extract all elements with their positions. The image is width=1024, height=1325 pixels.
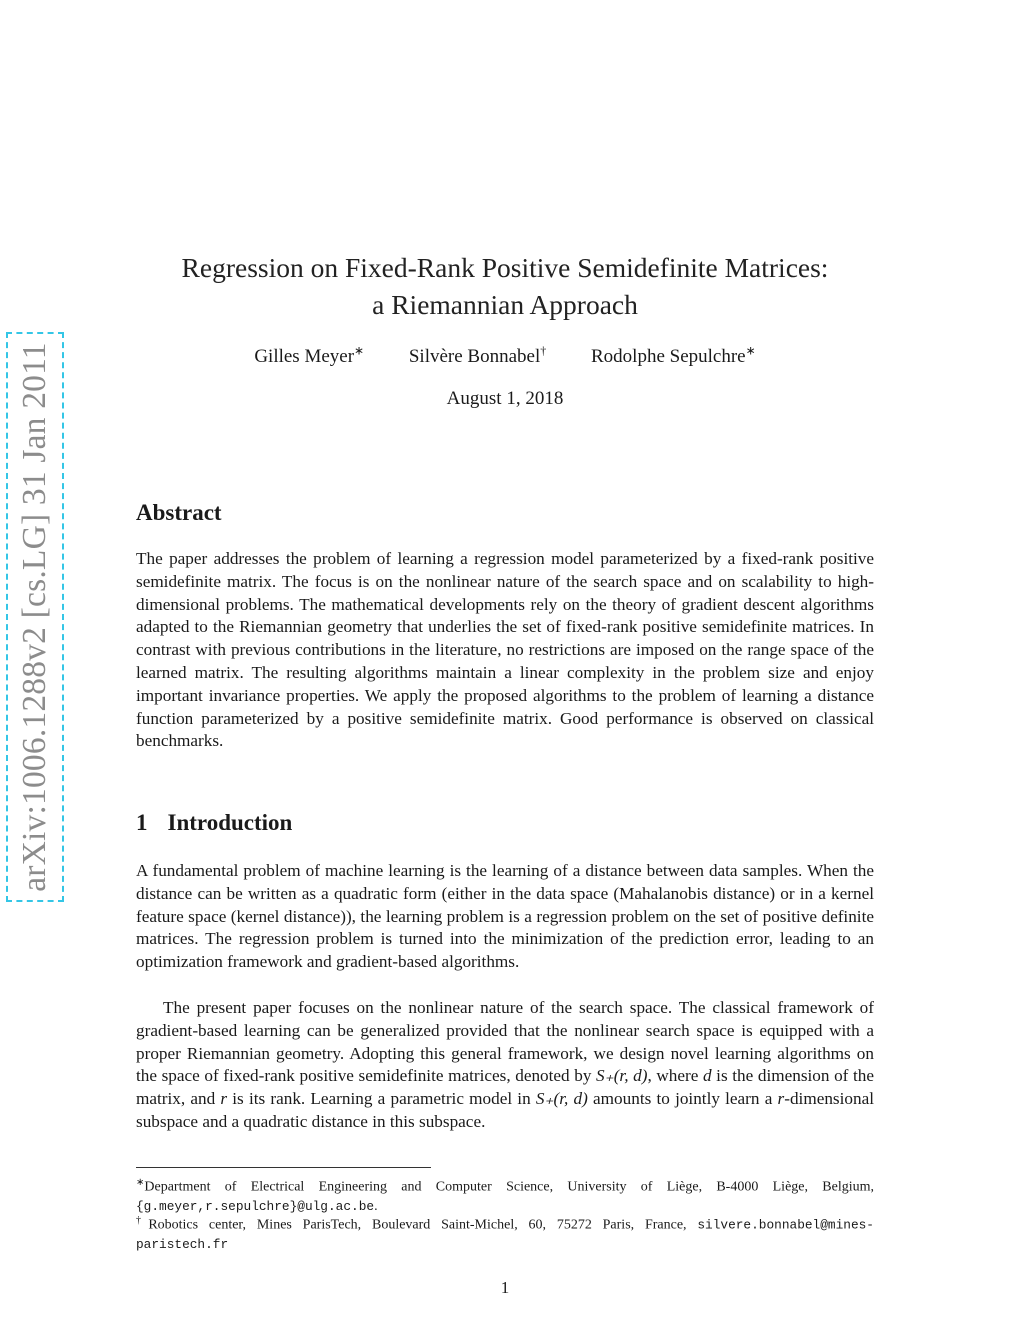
- affiliation-mark: ∗: [745, 344, 756, 358]
- footnote-email[interactable]: silvere.bonnabel@mines-paristech.fr: [136, 1217, 874, 1252]
- abstract-heading: Abstract: [136, 500, 222, 525]
- title-line-1: Regression on Fixed-Rank Positive Semidefinite Matrices:: [181, 252, 829, 283]
- text-run: amounts to jointly learn a: [587, 1089, 778, 1109]
- paper-date: August 1, 2018: [446, 388, 564, 409]
- section-title: Introduction: [167, 810, 293, 835]
- footnote-text: Department of Electrical Engineering and Computer Science, University of Liège, B-4000 Liège, Belgium,: [144, 1179, 874, 1195]
- affiliation-mark: ∗: [354, 344, 365, 358]
- paper-title: [120, 249, 890, 323]
- text-run: is the dimension of the matrix, and: [136, 1066, 874, 1109]
- author-name: Silvère Bonnabel: [408, 346, 541, 368]
- math-inline: r: [777, 1089, 785, 1109]
- text-run: , where: [647, 1066, 703, 1086]
- intro-paragraph-1: A fundamental problem of machine learning is the learning of a distance between data samples. When the distance can be written as a quadratic form (either in the data space (Mahalanobis distance) or in a kernel feature space (kernel distance)), the learning problem is a regression problem on the set of positive definite matrices. The regression problem is turned into the minimization of the prediction error, leading to an optimization framework and gradient-based algorithms.: [136, 861, 874, 972]
- section-heading-introduction: [136, 810, 292, 836]
- author-name: Rodolphe Sepulchre: [591, 346, 746, 368]
- intro-paragraph-2: [136, 997, 874, 1134]
- author-list: [120, 344, 890, 368]
- arxiv-identifier: arXiv:1006.1288v2 [cs.LG] 31 Jan 2011: [16, 342, 53, 892]
- author: [409, 346, 546, 367]
- author: [591, 346, 756, 367]
- footnote: [136, 1211, 874, 1254]
- text-run: The present paper focuses on the nonlinear nature of the search space. The classical framework of gradient-based learning can be generalized provided that the nonlinear search space is equipped with a proper Riemannian geometry. Adopting this general framework, we design novel learning algorithms on the space of fixed-rank positive semidefinite matrices, denoted by: [136, 998, 874, 1086]
- footnote-tail: .: [374, 1198, 378, 1214]
- footnote-email[interactable]: {g.meyer,r.sepulchre}@ulg.ac.be: [136, 1198, 375, 1214]
- affiliation-mark: †: [540, 344, 547, 358]
- title-line-2: a Riemannian Approach: [372, 289, 638, 320]
- footnote-mark: ∗: [136, 1177, 145, 1188]
- math-inline: S₊(r, d): [596, 1066, 648, 1086]
- footnote: [136, 1173, 874, 1216]
- section-number: 1: [136, 810, 148, 835]
- text-run: is its rank. Learning a parametric model in: [227, 1089, 536, 1109]
- author-name: Gilles Meyer: [254, 346, 355, 368]
- footnote-rule: [136, 1167, 431, 1168]
- math-inline: d: [702, 1066, 712, 1086]
- arxiv-stamp: [6, 332, 64, 902]
- text-run: -dimensional subspace and a quadratic distance in this subspace.: [136, 1089, 874, 1131]
- author: [254, 346, 364, 367]
- footnote-text: Robotics center, Mines ParisTech, Boulevard Saint-Michel, 60, 75272 Paris, France,: [148, 1217, 687, 1233]
- footnote-mark: †: [136, 1215, 149, 1226]
- abstract-body: The paper addresses the problem of learning a regression model parameterized by a fixed-rank positive semidefinite matrix. The focus is on the nonlinear nature of the search space and on scalability to high-dimensional problems. The mathematical developments rely on the theory of gradient descent algorithms adapted to the Riemannian geometry that underlies the set of fixed-rank positive semidefinite matrices. In contrast with previous contributions in the literature, no restrictions are imposed on the range space of the learned matrix. The resulting algorithms maintain a linear complexity in the problem size and enjoy important invariance properties. We apply the proposed algorithms to the problem of learning a distance function parameterized by a positive semidefinite matrix. Good performance is observed on classical benchmarks.: [136, 549, 874, 751]
- page-number: 1: [500, 1278, 510, 1297]
- math-inline: r: [220, 1089, 228, 1109]
- math-inline: S₊(r, d): [535, 1089, 588, 1109]
